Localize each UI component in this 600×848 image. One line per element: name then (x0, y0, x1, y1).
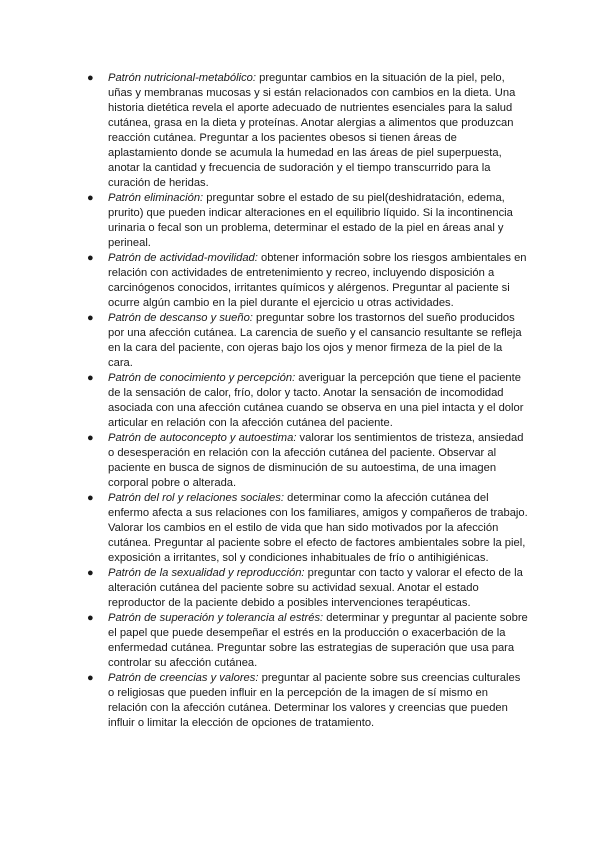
bullet-icon: ● (87, 672, 94, 684)
bullet-icon: ● (87, 567, 94, 579)
pattern-text: determinar como la afección cutánea del enfermo afecta a sus relaciones con los familiares, amigos y compañeros de trabajo. Valorar los cambios en el estilo de vida que han sido motivados por la afección cutánea. Preguntar al paciente sobre el efecto de factores ambientales sobre la piel, exposición a irritantes, sol y condiciones inhabituales de frío o antihigiénicas. (108, 492, 528, 564)
pattern-text: preguntar cambios en la situación de la piel, pelo, uñas y membranas mucosas y si están relacionados con cambios en la dieta. Una historia dietética revela el aporte adecuado de nutrientes esenciales para la salud cutánea, grasa en la dieta y proteínas. Anotar alergias a alimentos que produzcan reacción cutánea. Preguntar a los pacientes obesos si tienen áreas de aplastamiento donde se acumula la humedad en las áreas de piel superpuesta, anotar la cantidad y frecuencia de sudoración y el tiempo transcurrido para la curación de heridas. (108, 72, 516, 189)
pattern-label: Patrón de superación y tolerancia al estrés: (108, 612, 324, 624)
bullet-icon: ● (87, 252, 94, 264)
pattern-text: preguntar sobre los trastornos del sueño producidos por una afección cutánea. La carencia de sueño y el cansancio resultante se refleja en la cara del paciente, con ojeras bajo los ojos y menor firmeza de la piel de la cara. (108, 312, 522, 369)
bullet-icon: ● (87, 612, 94, 624)
bullet-icon: ● (87, 432, 94, 444)
bullet-icon: ● (87, 312, 94, 324)
list-item (87, 191, 528, 251)
pattern-label: Patrón de la sexualidad y reproducción: (108, 567, 305, 579)
pattern-label: Patrón del rol y relaciones sociales: (108, 492, 284, 504)
list-item (87, 71, 528, 191)
pattern-text: valorar los sentimientos de tristeza, ansiedad o desesperación en relación con la afección cutánea del paciente. Observar al paciente en busca de signos de disminución de su autoestima, de una imagen corporal pobre o alterada. (108, 432, 524, 489)
pattern-label: Patrón eliminación: (108, 192, 204, 204)
pattern-label: Patrón de conocimiento y percepción: (108, 372, 296, 384)
pattern-list (87, 71, 528, 731)
list-item (87, 671, 528, 731)
list-item (87, 611, 528, 671)
pattern-label: Patrón nutricional-metabólico: (108, 72, 256, 84)
bullet-icon: ● (87, 72, 94, 84)
list-item (87, 311, 528, 371)
list-item (87, 491, 528, 566)
bullet-icon: ● (87, 372, 94, 384)
list-item (87, 566, 528, 611)
pattern-text: preguntar sobre el estado de su piel(deshidratación, edema, prurito) que pueden indicar alteraciones en el equilibrio líquido. Si la incontinencia urinaria o fecal son un problema, determinar el estado de la piel en áreas anal y perineal. (108, 192, 513, 249)
bullet-icon: ● (87, 492, 94, 504)
pattern-text: obtener información sobre los riesgos ambientales en relación con actividades de entretenimiento y recreo, incluyendo disposición a carcinógenos conocidos, irritantes químicos y alérgenos. Preguntar al paciente si ocurre algún cambio en la piel durante el ejercicio u otras actividades. (108, 252, 527, 309)
pattern-label: Patrón de descanso y sueño: (108, 312, 253, 324)
list-item (87, 371, 528, 431)
pattern-label: Patrón de autoconcepto y autoestima: (108, 432, 297, 444)
pattern-text: preguntar con tacto y valorar el efecto de la alteración cutánea del paciente sobre su actividad sexual. Anotar el estado reproductor de la paciente debido a posibles intervenciones terapéuticas. (108, 567, 523, 609)
pattern-text: preguntar al paciente sobre sus creencias culturales o religiosas que pueden influir en la percepción de la imagen de sí mismo en relación con la afección cutánea. Determinar los valores y creencias que pueden influir o limitar la elección de opciones de tratamiento. (108, 672, 521, 729)
pattern-text: averiguar la percepción que tiene el paciente de la sensación de calor, frío, dolor y tacto. Anotar la sensación de incomodidad asociada con una afección cutánea cuando se observa en una piel intacta y el dolor articular en relación con la afección cutánea del paciente. (108, 372, 524, 429)
pattern-label: Patrón de creencias y valores: (108, 672, 259, 684)
pattern-label: Patrón de actividad-movilidad: (108, 252, 258, 264)
list-item (87, 251, 528, 311)
list-item (87, 431, 528, 491)
bullet-icon: ● (87, 192, 94, 204)
pattern-text: determinar y preguntar al paciente sobre el papel que puede desempeñar el estrés en la producción o exacerbación de la enfermedad cutánea. Preguntar sobre las estrategias de superación que usa para controlar su afección cutánea. (108, 612, 528, 669)
